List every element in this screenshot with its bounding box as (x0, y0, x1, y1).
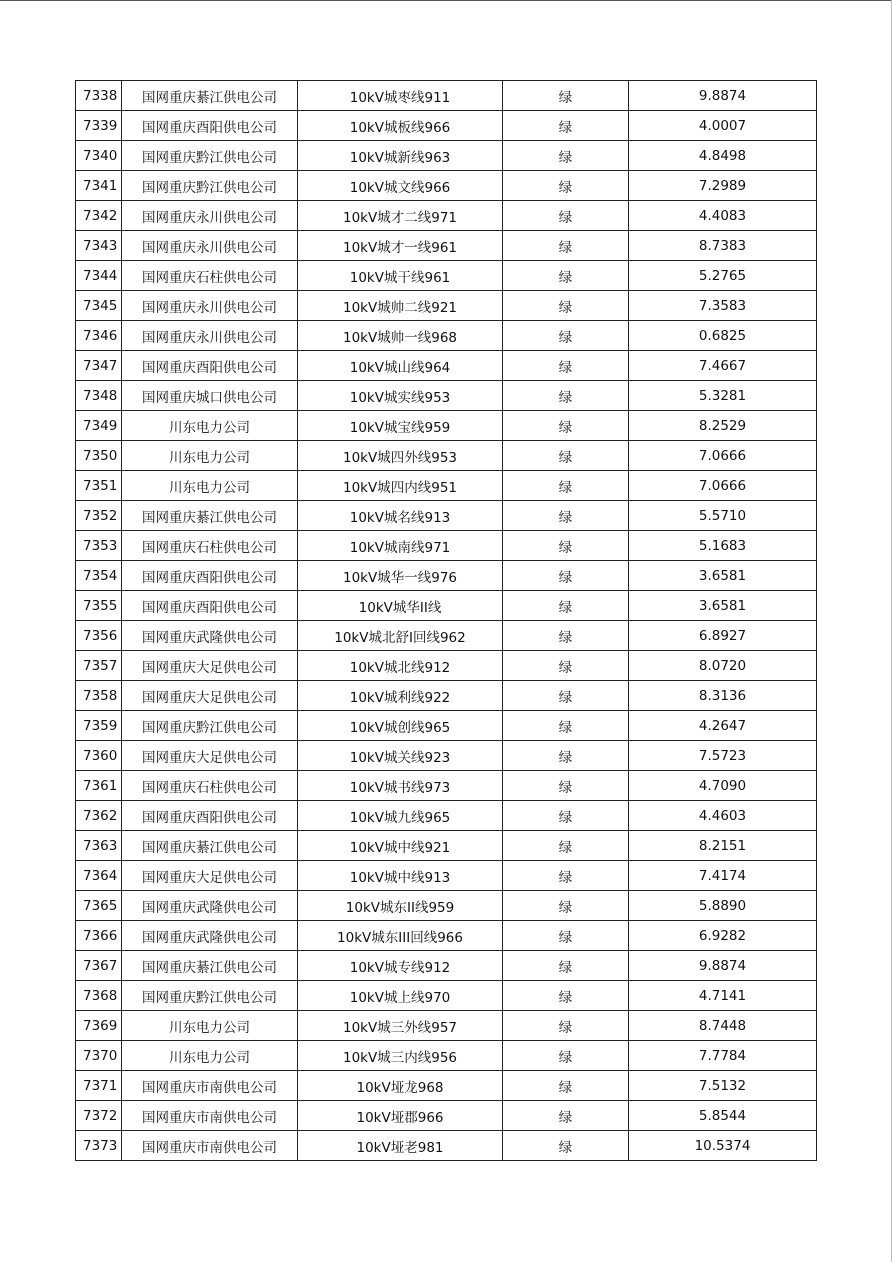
row-number-cell: 7356 (76, 621, 122, 651)
company-cell: 国网重庆酉阳供电公司 (122, 801, 298, 831)
line-name-cell: 10kV城才一线961 (298, 231, 503, 261)
row-number-cell: 7341 (76, 171, 122, 201)
value-cell: 7.7784 (629, 1041, 817, 1071)
status-cell: 绿 (503, 741, 629, 771)
line-name-cell: 10kV城实线953 (298, 381, 503, 411)
value-cell: 8.2529 (629, 411, 817, 441)
status-cell: 绿 (503, 651, 629, 681)
row-number-cell: 7370 (76, 1041, 122, 1071)
row-number-cell: 7340 (76, 141, 122, 171)
row-number-cell: 7373 (76, 1131, 122, 1161)
company-cell: 国网重庆永川供电公司 (122, 201, 298, 231)
value-cell: 4.7090 (629, 771, 817, 801)
row-number-cell: 7367 (76, 951, 122, 981)
company-cell: 国网重庆武隆供电公司 (122, 921, 298, 951)
company-cell: 国网重庆黔江供电公司 (122, 141, 298, 171)
company-cell: 国网重庆石柱供电公司 (122, 261, 298, 291)
status-cell: 绿 (503, 771, 629, 801)
status-cell: 绿 (503, 951, 629, 981)
company-cell: 川东电力公司 (122, 411, 298, 441)
status-cell: 绿 (503, 381, 629, 411)
line-name-cell: 10kV城南线971 (298, 531, 503, 561)
line-name-cell: 10kV城东II线959 (298, 891, 503, 921)
line-name-cell: 10kV城四内线951 (298, 471, 503, 501)
row-number-cell: 7346 (76, 321, 122, 351)
value-cell: 3.6581 (629, 591, 817, 621)
table-row (76, 651, 817, 681)
status-cell: 绿 (503, 1101, 629, 1131)
company-cell: 国网重庆酉阳供电公司 (122, 351, 298, 381)
line-name-cell: 10kV城华一线976 (298, 561, 503, 591)
company-cell: 国网重庆綦江供电公司 (122, 951, 298, 981)
company-cell: 国网重庆永川供电公司 (122, 291, 298, 321)
value-cell: 4.4083 (629, 201, 817, 231)
table-row (76, 711, 817, 741)
line-name-cell: 10kV城中线921 (298, 831, 503, 861)
table-row (76, 531, 817, 561)
company-cell: 川东电力公司 (122, 441, 298, 471)
value-cell: 6.8927 (629, 621, 817, 651)
row-number-cell: 7368 (76, 981, 122, 1011)
table-body (76, 81, 817, 1161)
line-name-cell: 10kV城北舒I回线962 (298, 621, 503, 651)
value-cell: 7.0666 (629, 471, 817, 501)
company-cell: 国网重庆大足供电公司 (122, 651, 298, 681)
row-number-cell: 7355 (76, 591, 122, 621)
table-row (76, 771, 817, 801)
value-cell: 7.2989 (629, 171, 817, 201)
row-number-cell: 7353 (76, 531, 122, 561)
value-cell: 5.3281 (629, 381, 817, 411)
table-row (76, 831, 817, 861)
table-row (76, 981, 817, 1011)
company-cell: 国网重庆永川供电公司 (122, 321, 298, 351)
table-row (76, 891, 817, 921)
value-cell: 4.4603 (629, 801, 817, 831)
company-cell: 国网重庆黔江供电公司 (122, 981, 298, 1011)
status-cell: 绿 (503, 261, 629, 291)
status-cell: 绿 (503, 411, 629, 441)
line-name-cell: 10kV城中线913 (298, 861, 503, 891)
company-cell: 国网重庆綦江供电公司 (122, 831, 298, 861)
company-cell: 国网重庆市南供电公司 (122, 1071, 298, 1101)
row-number-cell: 7371 (76, 1071, 122, 1101)
row-number-cell: 7365 (76, 891, 122, 921)
status-cell: 绿 (503, 201, 629, 231)
row-number-cell: 7360 (76, 741, 122, 771)
value-cell: 3.6581 (629, 561, 817, 591)
company-cell: 国网重庆石柱供电公司 (122, 531, 298, 561)
row-number-cell: 7343 (76, 231, 122, 261)
status-cell: 绿 (503, 1131, 629, 1161)
status-cell: 绿 (503, 921, 629, 951)
table-row (76, 201, 817, 231)
row-number-cell: 7369 (76, 1011, 122, 1041)
table-row (76, 1041, 817, 1071)
line-name-cell: 10kV城上线970 (298, 981, 503, 1011)
status-cell: 绿 (503, 621, 629, 651)
table-row (76, 381, 817, 411)
company-cell: 国网重庆大足供电公司 (122, 681, 298, 711)
line-name-cell: 10kV城创线965 (298, 711, 503, 741)
value-cell: 7.4667 (629, 351, 817, 381)
status-cell: 绿 (503, 351, 629, 381)
line-name-cell: 10kV垭老981 (298, 1131, 503, 1161)
line-name-cell: 10kV城文线966 (298, 171, 503, 201)
table-row (76, 1071, 817, 1101)
value-cell: 5.8544 (629, 1101, 817, 1131)
status-cell: 绿 (503, 81, 629, 111)
status-cell: 绿 (503, 681, 629, 711)
line-name-cell: 10kV城华II线 (298, 591, 503, 621)
top-border-line (0, 0, 892, 1)
row-number-cell: 7342 (76, 201, 122, 231)
line-name-cell: 10kV垭龙968 (298, 1071, 503, 1101)
company-cell: 川东电力公司 (122, 471, 298, 501)
row-number-cell: 7347 (76, 351, 122, 381)
table-row (76, 231, 817, 261)
line-name-cell: 10kV城山线964 (298, 351, 503, 381)
status-cell: 绿 (503, 171, 629, 201)
table-row (76, 951, 817, 981)
value-cell: 5.5710 (629, 501, 817, 531)
value-cell: 8.0720 (629, 651, 817, 681)
status-cell: 绿 (503, 801, 629, 831)
data-table (75, 80, 817, 1161)
value-cell: 10.5374 (629, 1131, 817, 1161)
value-cell: 8.7448 (629, 1011, 817, 1041)
line-name-cell: 10kV城板线966 (298, 111, 503, 141)
status-cell: 绿 (503, 891, 629, 921)
value-cell: 0.6825 (629, 321, 817, 351)
table-row (76, 621, 817, 651)
company-cell: 国网重庆大足供电公司 (122, 741, 298, 771)
value-cell: 4.8498 (629, 141, 817, 171)
value-cell: 7.3583 (629, 291, 817, 321)
company-cell: 国网重庆綦江供电公司 (122, 501, 298, 531)
value-cell: 6.9282 (629, 921, 817, 951)
line-name-cell: 10kV城专线912 (298, 951, 503, 981)
table-row (76, 441, 817, 471)
table-row (76, 261, 817, 291)
row-number-cell: 7349 (76, 411, 122, 441)
row-number-cell: 7372 (76, 1101, 122, 1131)
value-cell: 5.8890 (629, 891, 817, 921)
value-cell: 8.2151 (629, 831, 817, 861)
value-cell: 7.5132 (629, 1071, 817, 1101)
table-row (76, 1101, 817, 1131)
line-name-cell: 10kV城北线912 (298, 651, 503, 681)
line-name-cell: 10kV城九线965 (298, 801, 503, 831)
table-row (76, 171, 817, 201)
company-cell: 国网重庆武隆供电公司 (122, 891, 298, 921)
line-name-cell: 10kV城四外线953 (298, 441, 503, 471)
company-cell: 国网重庆黔江供电公司 (122, 171, 298, 201)
company-cell: 国网重庆大足供电公司 (122, 861, 298, 891)
line-name-cell: 10kV城枣线911 (298, 81, 503, 111)
row-number-cell: 7358 (76, 681, 122, 711)
status-cell: 绿 (503, 471, 629, 501)
table-row (76, 591, 817, 621)
row-number-cell: 7357 (76, 651, 122, 681)
table-row (76, 141, 817, 171)
company-cell: 国网重庆市南供电公司 (122, 1101, 298, 1131)
table-row (76, 471, 817, 501)
company-cell: 国网重庆永川供电公司 (122, 231, 298, 261)
line-name-cell: 10kV城新线963 (298, 141, 503, 171)
status-cell: 绿 (503, 591, 629, 621)
table-row (76, 1131, 817, 1161)
row-number-cell: 7366 (76, 921, 122, 951)
table-row (76, 1011, 817, 1041)
line-name-cell: 10kV城才二线971 (298, 201, 503, 231)
table-row (76, 741, 817, 771)
status-cell: 绿 (503, 1011, 629, 1041)
value-cell: 4.2647 (629, 711, 817, 741)
value-cell: 5.2765 (629, 261, 817, 291)
line-name-cell: 10kV城三内线956 (298, 1041, 503, 1071)
table-row (76, 321, 817, 351)
status-cell: 绿 (503, 561, 629, 591)
value-cell: 9.8874 (629, 951, 817, 981)
status-cell: 绿 (503, 1041, 629, 1071)
company-cell: 国网重庆酉阳供电公司 (122, 111, 298, 141)
row-number-cell: 7339 (76, 111, 122, 141)
table-row (76, 351, 817, 381)
line-name-cell: 10kV城名线913 (298, 501, 503, 531)
status-cell: 绿 (503, 531, 629, 561)
line-name-cell: 10kV城帅一线968 (298, 321, 503, 351)
line-name-cell: 10kV城书线973 (298, 771, 503, 801)
line-name-cell: 10kV城干线961 (298, 261, 503, 291)
row-number-cell: 7361 (76, 771, 122, 801)
value-cell: 4.0007 (629, 111, 817, 141)
row-number-cell: 7352 (76, 501, 122, 531)
value-cell: 7.0666 (629, 441, 817, 471)
row-number-cell: 7351 (76, 471, 122, 501)
company-cell: 国网重庆綦江供电公司 (122, 81, 298, 111)
status-cell: 绿 (503, 831, 629, 861)
row-number-cell: 7350 (76, 441, 122, 471)
table-row (76, 291, 817, 321)
status-cell: 绿 (503, 441, 629, 471)
company-cell: 国网重庆武隆供电公司 (122, 621, 298, 651)
table-row (76, 411, 817, 441)
line-name-cell: 10kV城三外线957 (298, 1011, 503, 1041)
status-cell: 绿 (503, 501, 629, 531)
company-cell: 国网重庆城口供电公司 (122, 381, 298, 411)
table-row (76, 801, 817, 831)
value-cell: 4.7141 (629, 981, 817, 1011)
table-row (76, 861, 817, 891)
company-cell: 国网重庆酉阳供电公司 (122, 561, 298, 591)
line-name-cell: 10kV城宝线959 (298, 411, 503, 441)
status-cell: 绿 (503, 711, 629, 741)
line-name-cell: 10kV城东III回线966 (298, 921, 503, 951)
row-number-cell: 7362 (76, 801, 122, 831)
status-cell: 绿 (503, 291, 629, 321)
status-cell: 绿 (503, 1071, 629, 1101)
value-cell: 7.4174 (629, 861, 817, 891)
value-cell: 7.5723 (629, 741, 817, 771)
row-number-cell: 7344 (76, 261, 122, 291)
line-name-cell: 10kV城关线923 (298, 741, 503, 771)
status-cell: 绿 (503, 231, 629, 261)
row-number-cell: 7345 (76, 291, 122, 321)
company-cell: 川东电力公司 (122, 1011, 298, 1041)
row-number-cell: 7354 (76, 561, 122, 591)
status-cell: 绿 (503, 321, 629, 351)
table-row (76, 111, 817, 141)
row-number-cell: 7363 (76, 831, 122, 861)
row-number-cell: 7359 (76, 711, 122, 741)
row-number-cell: 7348 (76, 381, 122, 411)
value-cell: 8.7383 (629, 231, 817, 261)
line-name-cell: 10kV城利线922 (298, 681, 503, 711)
value-cell: 8.3136 (629, 681, 817, 711)
table-row (76, 681, 817, 711)
table-row (76, 81, 817, 111)
table-row (76, 921, 817, 951)
row-number-cell: 7338 (76, 81, 122, 111)
status-cell: 绿 (503, 861, 629, 891)
row-number-cell: 7364 (76, 861, 122, 891)
status-cell: 绿 (503, 111, 629, 141)
company-cell: 国网重庆黔江供电公司 (122, 711, 298, 741)
company-cell: 国网重庆石柱供电公司 (122, 771, 298, 801)
table-row (76, 501, 817, 531)
status-cell: 绿 (503, 981, 629, 1011)
table-row (76, 561, 817, 591)
company-cell: 国网重庆市南供电公司 (122, 1131, 298, 1161)
status-cell: 绿 (503, 141, 629, 171)
value-cell: 5.1683 (629, 531, 817, 561)
company-cell: 川东电力公司 (122, 1041, 298, 1071)
company-cell: 国网重庆酉阳供电公司 (122, 591, 298, 621)
line-name-cell: 10kV垭郡966 (298, 1101, 503, 1131)
line-name-cell: 10kV城帅二线921 (298, 291, 503, 321)
value-cell: 9.8874 (629, 81, 817, 111)
